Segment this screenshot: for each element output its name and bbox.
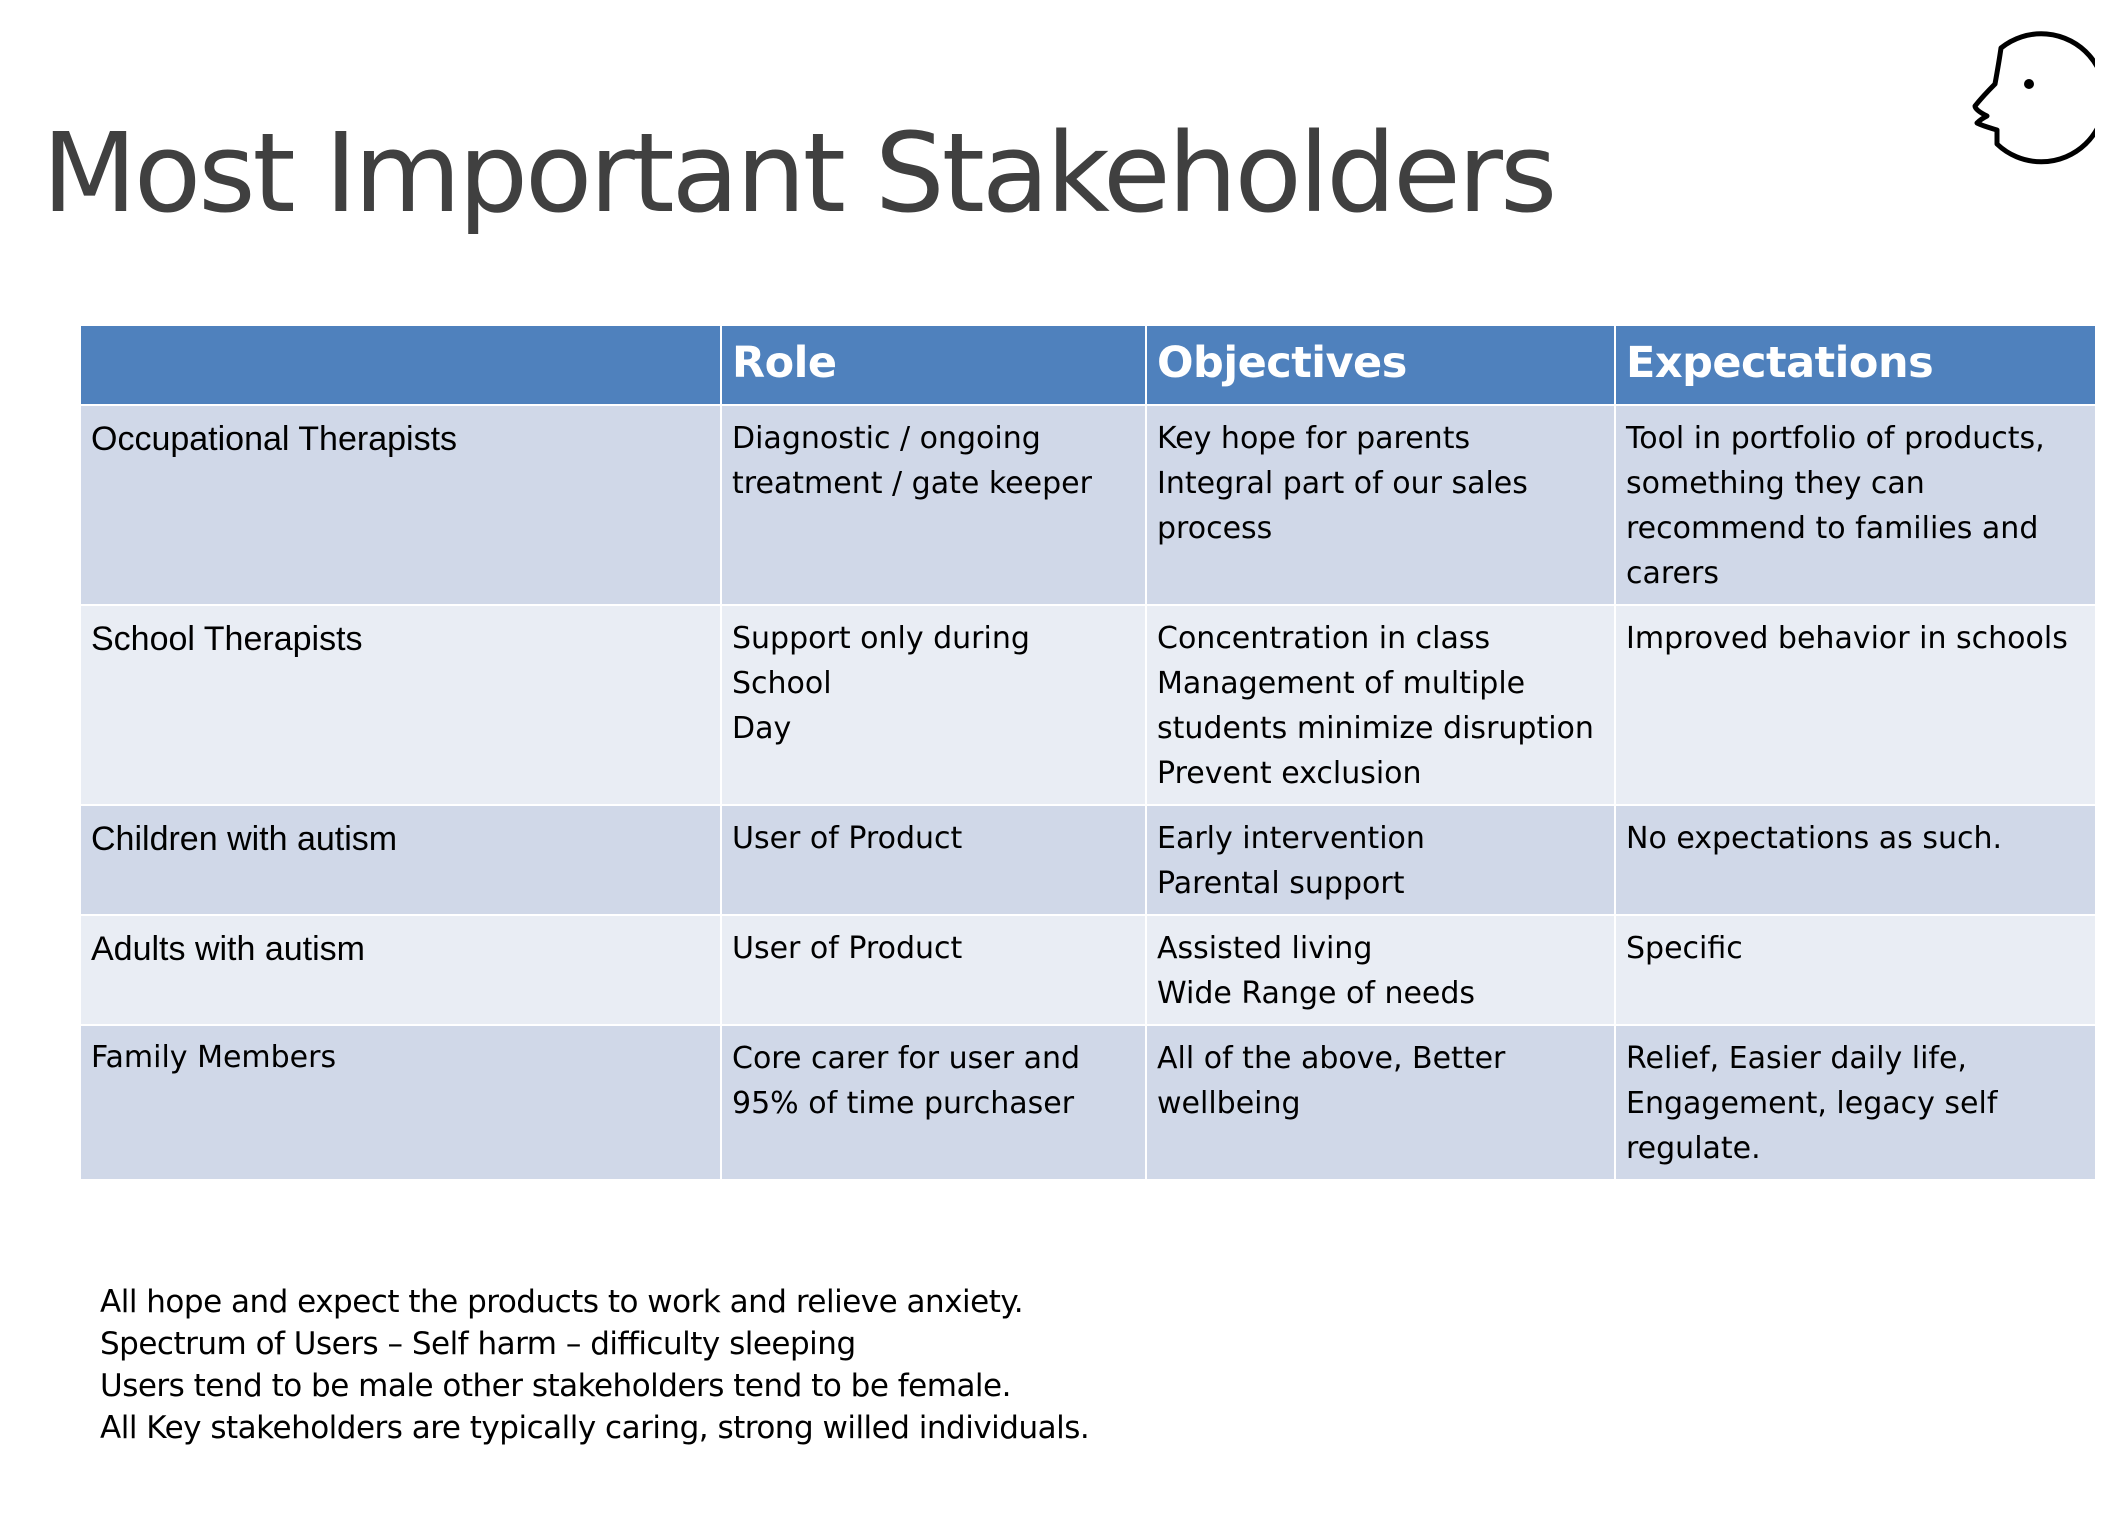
expectations-cell (1615, 1025, 2096, 1180)
table-header-row (80, 325, 2096, 405)
cell-line: Day (732, 711, 792, 746)
expectations-cell (1615, 915, 2096, 1025)
summary-notes (100, 1281, 1089, 1449)
table-row (80, 605, 2096, 805)
cell-line: Core carer for user and (732, 1041, 1081, 1076)
cell-line: Early intervention (1157, 821, 1425, 856)
header-stakeholder (80, 325, 721, 405)
note-line: All hope and expect the products to work and relieve anxiety. (100, 1284, 1024, 1320)
note-line: Spectrum of Users – Self harm – difficulty sleeping (100, 1326, 856, 1362)
cell-line: All of the above, Better (1157, 1041, 1506, 1076)
cell-line: Prevent exclusion (1157, 756, 1422, 791)
cell-line: Support only during School (732, 621, 1030, 701)
cell-line: Key hope for parents (1157, 421, 1471, 456)
cell-line: treatment / gate keeper (732, 466, 1092, 501)
objectives-cell (1146, 915, 1615, 1025)
expectations-cell (1615, 405, 2096, 605)
cell-line: wellbeing (1157, 1086, 1301, 1121)
cell-line: Management of multiple (1157, 666, 1526, 701)
stakeholder-name: Adults with autism (80, 915, 721, 1025)
note-line: All Key stakeholders are typically caring, strong willed individuals. (100, 1410, 1090, 1446)
cell-line: Parental support (1157, 866, 1405, 901)
role-cell (721, 805, 1146, 915)
role-cell (721, 405, 1146, 605)
cell-line: Wide Range of needs (1157, 976, 1476, 1011)
stakeholder-name: Children with autism (80, 805, 721, 915)
header-role: Role (721, 325, 1146, 405)
cell-line: Tool in portfolio of products, (1626, 421, 2045, 456)
objectives-cell (1146, 405, 1615, 605)
face-profile-icon (1945, 28, 2095, 168)
cell-line: Engagement, legacy self (1626, 1086, 1998, 1121)
header-expectations: Expectations (1615, 325, 2096, 405)
table-row (80, 405, 2096, 605)
cell-line: No expectations as such. (1626, 821, 2003, 856)
header-objectives: Objectives (1146, 325, 1615, 405)
stakeholder-name: School Therapists (80, 605, 721, 805)
cell-line: something they can (1626, 466, 1925, 501)
expectations-cell (1615, 605, 2096, 805)
cell-line: 95% of time purchaser (732, 1086, 1075, 1121)
role-cell (721, 605, 1146, 805)
table-row (80, 805, 2096, 915)
stakeholders-table (79, 324, 2097, 1181)
stakeholder-name: Occupational Therapists (80, 405, 721, 605)
stakeholder-name: Family Members (80, 1025, 721, 1180)
cell-line: Relief, Easier daily life, (1626, 1041, 1967, 1076)
objectives-cell (1146, 605, 1615, 805)
cell-line: Diagnostic / ongoing (732, 421, 1041, 456)
cell-line: carers (1626, 556, 1719, 591)
cell-line: Specific (1626, 931, 1743, 966)
cell-line: Integral part of our sales (1157, 466, 1528, 501)
cell-line: User of Product (732, 931, 963, 966)
note-line: Users tend to be male other stakeholders tend to be female. (100, 1368, 1011, 1404)
cell-line: recommend to families and (1626, 511, 2039, 546)
cell-line: Improved behavior in schools (1626, 621, 2068, 656)
objectives-cell (1146, 1025, 1615, 1180)
cell-line: Concentration in class (1157, 621, 1491, 656)
cell-line: Assisted living (1157, 931, 1373, 966)
table-row (80, 915, 2096, 1025)
role-cell (721, 915, 1146, 1025)
expectations-cell (1615, 805, 2096, 915)
cell-line: process (1157, 511, 1273, 546)
cell-line: regulate. (1626, 1131, 1761, 1166)
cell-line: students minimize disruption (1157, 711, 1594, 746)
objectives-cell (1146, 805, 1615, 915)
table-row (80, 1025, 2096, 1180)
cell-line: User of Product (732, 821, 963, 856)
page-title: Most Important Stakeholders (42, 109, 1555, 237)
role-cell (721, 1025, 1146, 1180)
